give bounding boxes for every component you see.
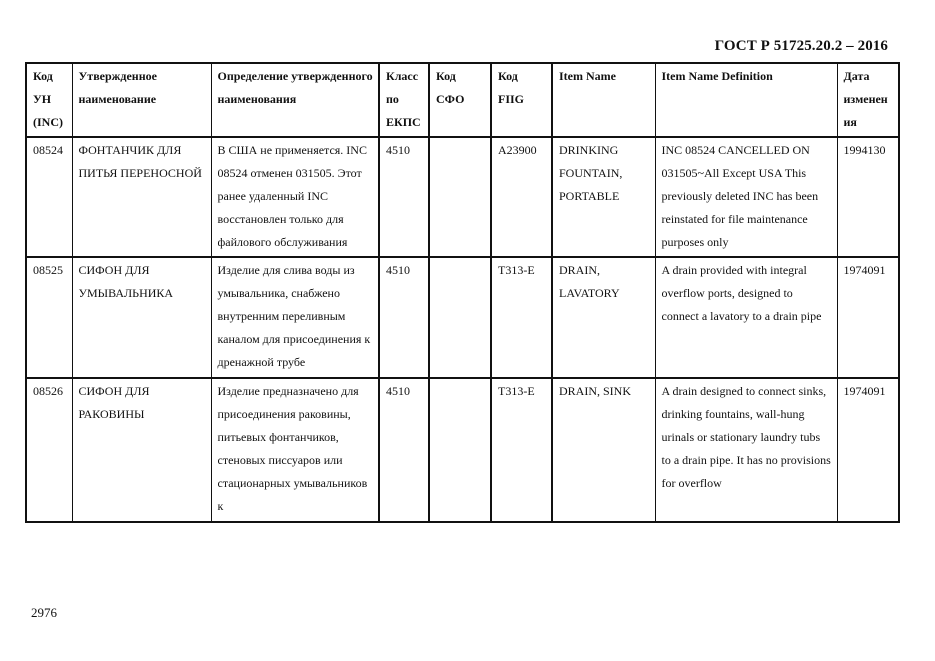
cell-item-name-definition: A drain designed to connect sinks, drinking fountains, wall-hung urinals or stationary laundry tubs to a drain pipe. It has no provisions for overflow bbox=[655, 378, 837, 522]
cell-definition-ru: В США не применяется. INC 08524 отменен 031505. Этот ранее удаленный INC восстановлен только для файлового обслуживания bbox=[211, 137, 379, 257]
column-header-ekps-class: Класс по ЕКПС bbox=[379, 63, 429, 137]
column-header-item-name-definition: Item Name Definition bbox=[655, 63, 837, 137]
cell-approved-name: СИФОН ДЛЯ РАКОВИНЫ bbox=[72, 378, 211, 522]
cell-ekps-class: 4510 bbox=[379, 378, 429, 522]
cell-item-name: DRINKING FOUNTAIN, PORTABLE bbox=[552, 137, 655, 257]
cell-inc: 08524 bbox=[26, 137, 72, 257]
item-names-table bbox=[25, 62, 900, 523]
cell-change-date: 1974091 bbox=[837, 257, 899, 378]
cell-sfo-code bbox=[429, 257, 491, 378]
cell-fiig-code: T313-E bbox=[491, 378, 552, 522]
cell-sfo-code bbox=[429, 137, 491, 257]
cell-approved-name: ФОНТАНЧИК ДЛЯ ПИТЬЯ ПЕРЕНОСНОЙ bbox=[72, 137, 211, 257]
cell-ekps-class: 4510 bbox=[379, 257, 429, 378]
cell-sfo-code bbox=[429, 378, 491, 522]
column-header-change-date: Дата изменен ия bbox=[837, 63, 899, 137]
cell-fiig-code: A23900 bbox=[491, 137, 552, 257]
cell-definition-ru: Изделие предназначено для присоединения раковины, питьевых фонтанчиков, стеновых писсуаров или стационарных умывальников к bbox=[211, 378, 379, 522]
cell-approved-name: СИФОН ДЛЯ УМЫВАЛЬНИКА bbox=[72, 257, 211, 378]
table-header-row bbox=[26, 63, 899, 137]
cell-fiig-code: T313-E bbox=[491, 257, 552, 378]
cell-change-date: 1974091 bbox=[837, 378, 899, 522]
column-header-fiig-code: Код FIIG bbox=[491, 63, 552, 137]
cell-ekps-class: 4510 bbox=[379, 137, 429, 257]
cell-inc: 08526 bbox=[26, 378, 72, 522]
column-header-definition-ru: Определение утвержденного наименования bbox=[211, 63, 379, 137]
column-header-inc: Код УН (INC) bbox=[26, 63, 72, 137]
cell-inc: 08525 bbox=[26, 257, 72, 378]
page-number: 2976 bbox=[31, 605, 57, 620]
cell-change-date: 1994130 bbox=[837, 137, 899, 257]
cell-item-name-definition: A drain provided with integral overflow ports, designed to connect a lavatory to a drain pipe bbox=[655, 257, 837, 378]
table-row bbox=[26, 137, 899, 257]
standard-code-header: ГОСТ Р 51725.20.2 – 2016 bbox=[714, 38, 888, 54]
column-header-approved-name: Утвержденное наименование bbox=[72, 63, 211, 137]
cell-item-name-definition: INC 08524 CANCELLED ON 031505~All Except USA This previously deleted INC has been reinstated for file maintenance purposes only bbox=[655, 137, 837, 257]
column-header-item-name: Item Name bbox=[552, 63, 655, 137]
table-row bbox=[26, 378, 899, 522]
cell-definition-ru: Изделие для слива воды из умывальника, снабжено внутренним переливным каналом для присоединения к дренажной трубе bbox=[211, 257, 379, 378]
cell-item-name: DRAIN, LAVATORY bbox=[552, 257, 655, 378]
table-row bbox=[26, 257, 899, 378]
cell-item-name: DRAIN, SINK bbox=[552, 378, 655, 522]
column-header-sfo-code: Код СФО bbox=[429, 63, 491, 137]
